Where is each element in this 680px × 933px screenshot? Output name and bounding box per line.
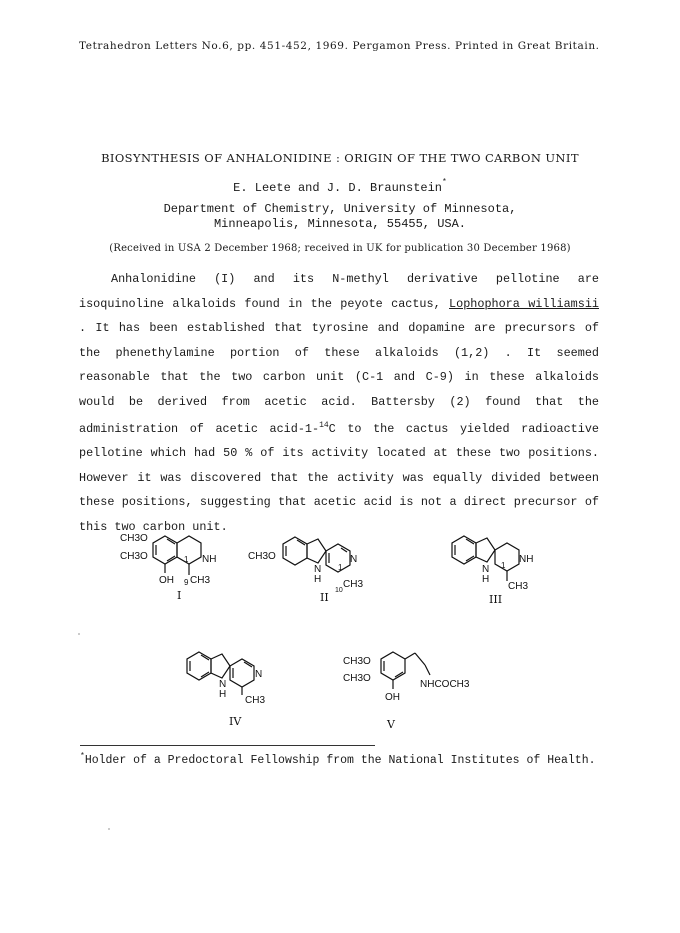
author-names: E. Leete and J. D. Braunstein [233,181,443,195]
chemical-structures-figure [0,515,680,745]
department-line: Department of Chemistry, University of Minnesota, [163,202,517,216]
scan-speck [108,828,110,830]
isotope-superscript: 14 [319,421,329,430]
I-position-1: 1 [184,555,189,564]
II-label: II [320,591,329,604]
V-oh: OH [385,692,400,703]
structure-III [452,536,533,606]
V-ch3o-bottom: CH3O [343,673,371,684]
article-title: BIOSYNTHESIS OF ANHALONIDINE : ORIGIN OF THE TWO CARBON UNIT [101,151,579,165]
author-footnote-mark: * [442,178,447,187]
structure-I [120,533,216,602]
structure-V [343,652,470,731]
I-ch3o-top: CH3O [120,533,148,544]
IV-n-ring: N [255,669,263,680]
III-n: N [482,564,490,575]
structure-IV [187,652,265,728]
species-name: Lophophora williamsii [449,296,599,311]
IV-n-indole: N [219,679,227,690]
III-label: III [489,593,503,606]
footnote [80,752,596,767]
III-nh: NH [519,554,534,565]
I-ch3: CH3 [190,575,211,586]
IV-h: H [219,689,227,700]
III-ch3: CH3 [508,581,529,592]
I-label: I [177,589,182,602]
V-label: V [387,718,395,731]
II-position-10: 10 [335,587,343,594]
paragraph-text-2: . It has been established that tyrosine and dopamine are precursors of the phenethylamine portion of these alkaloids (1,2) . It seemed reasonable that the two carbon unit (C-1 and C-9) in these alkaloids would be derived from acetic acid. Battersby (2) found that the administration of acetic acid-1- [79,321,599,436]
paragraph-text-1: Anhalonidine (I) and its N-methyl derivative pellotine are isoquinoline alkaloids found in the peyote cactus, [79,272,599,311]
I-nh: NH [202,554,217,565]
II-ch3o: CH3O [248,551,276,562]
IV-label: IV [229,715,242,728]
paragraph-text-3: C to the cactus yielded radioactive pellotine which had 50 % of its activity located at these two positions. However it was discovered that the activity was equally divided between these positions, suggesting that acetic acid is not a direct precursor of this two carbon unit. [79,421,599,534]
body-paragraph [79,267,599,539]
authors [0,180,680,195]
II-position-1: 1 [338,563,343,572]
received-dates: (Received in USA 2 December 1968; received in UK for publication 30 December 1968) [109,243,571,254]
I-ch3o-bottom: CH3O [120,551,148,562]
affiliation [0,202,680,232]
structure-II [248,537,363,604]
journal-header: Tetrahedron Letters No.6, pp. 451-452, 1969. Pergamon Press. Printed in Great Britain. [79,40,600,52]
II-ch3: CH3 [343,579,364,590]
IV-ch3: CH3 [245,695,266,706]
III-position-1: 1 [501,561,506,570]
I-position-9: 9 [184,578,189,587]
III-h: H [482,574,490,585]
scan-speck [78,633,80,635]
II-n-ring: N [350,554,358,565]
footnote-rule [80,745,375,746]
II-h: H [314,574,322,585]
address-line: Minneapolis, Minnesota, 55455, USA. [213,217,467,231]
I-oh: OH [159,575,174,586]
II-n-indole: N [314,564,322,575]
V-ch3o-top: CH3O [343,656,371,667]
footnote-mark: * [80,752,85,761]
V-nhcoch3: NHCOCH3 [420,679,470,690]
footnote-text: Holder of a Predoctoral Fellowship from the National Institutes of Health. [84,753,596,767]
